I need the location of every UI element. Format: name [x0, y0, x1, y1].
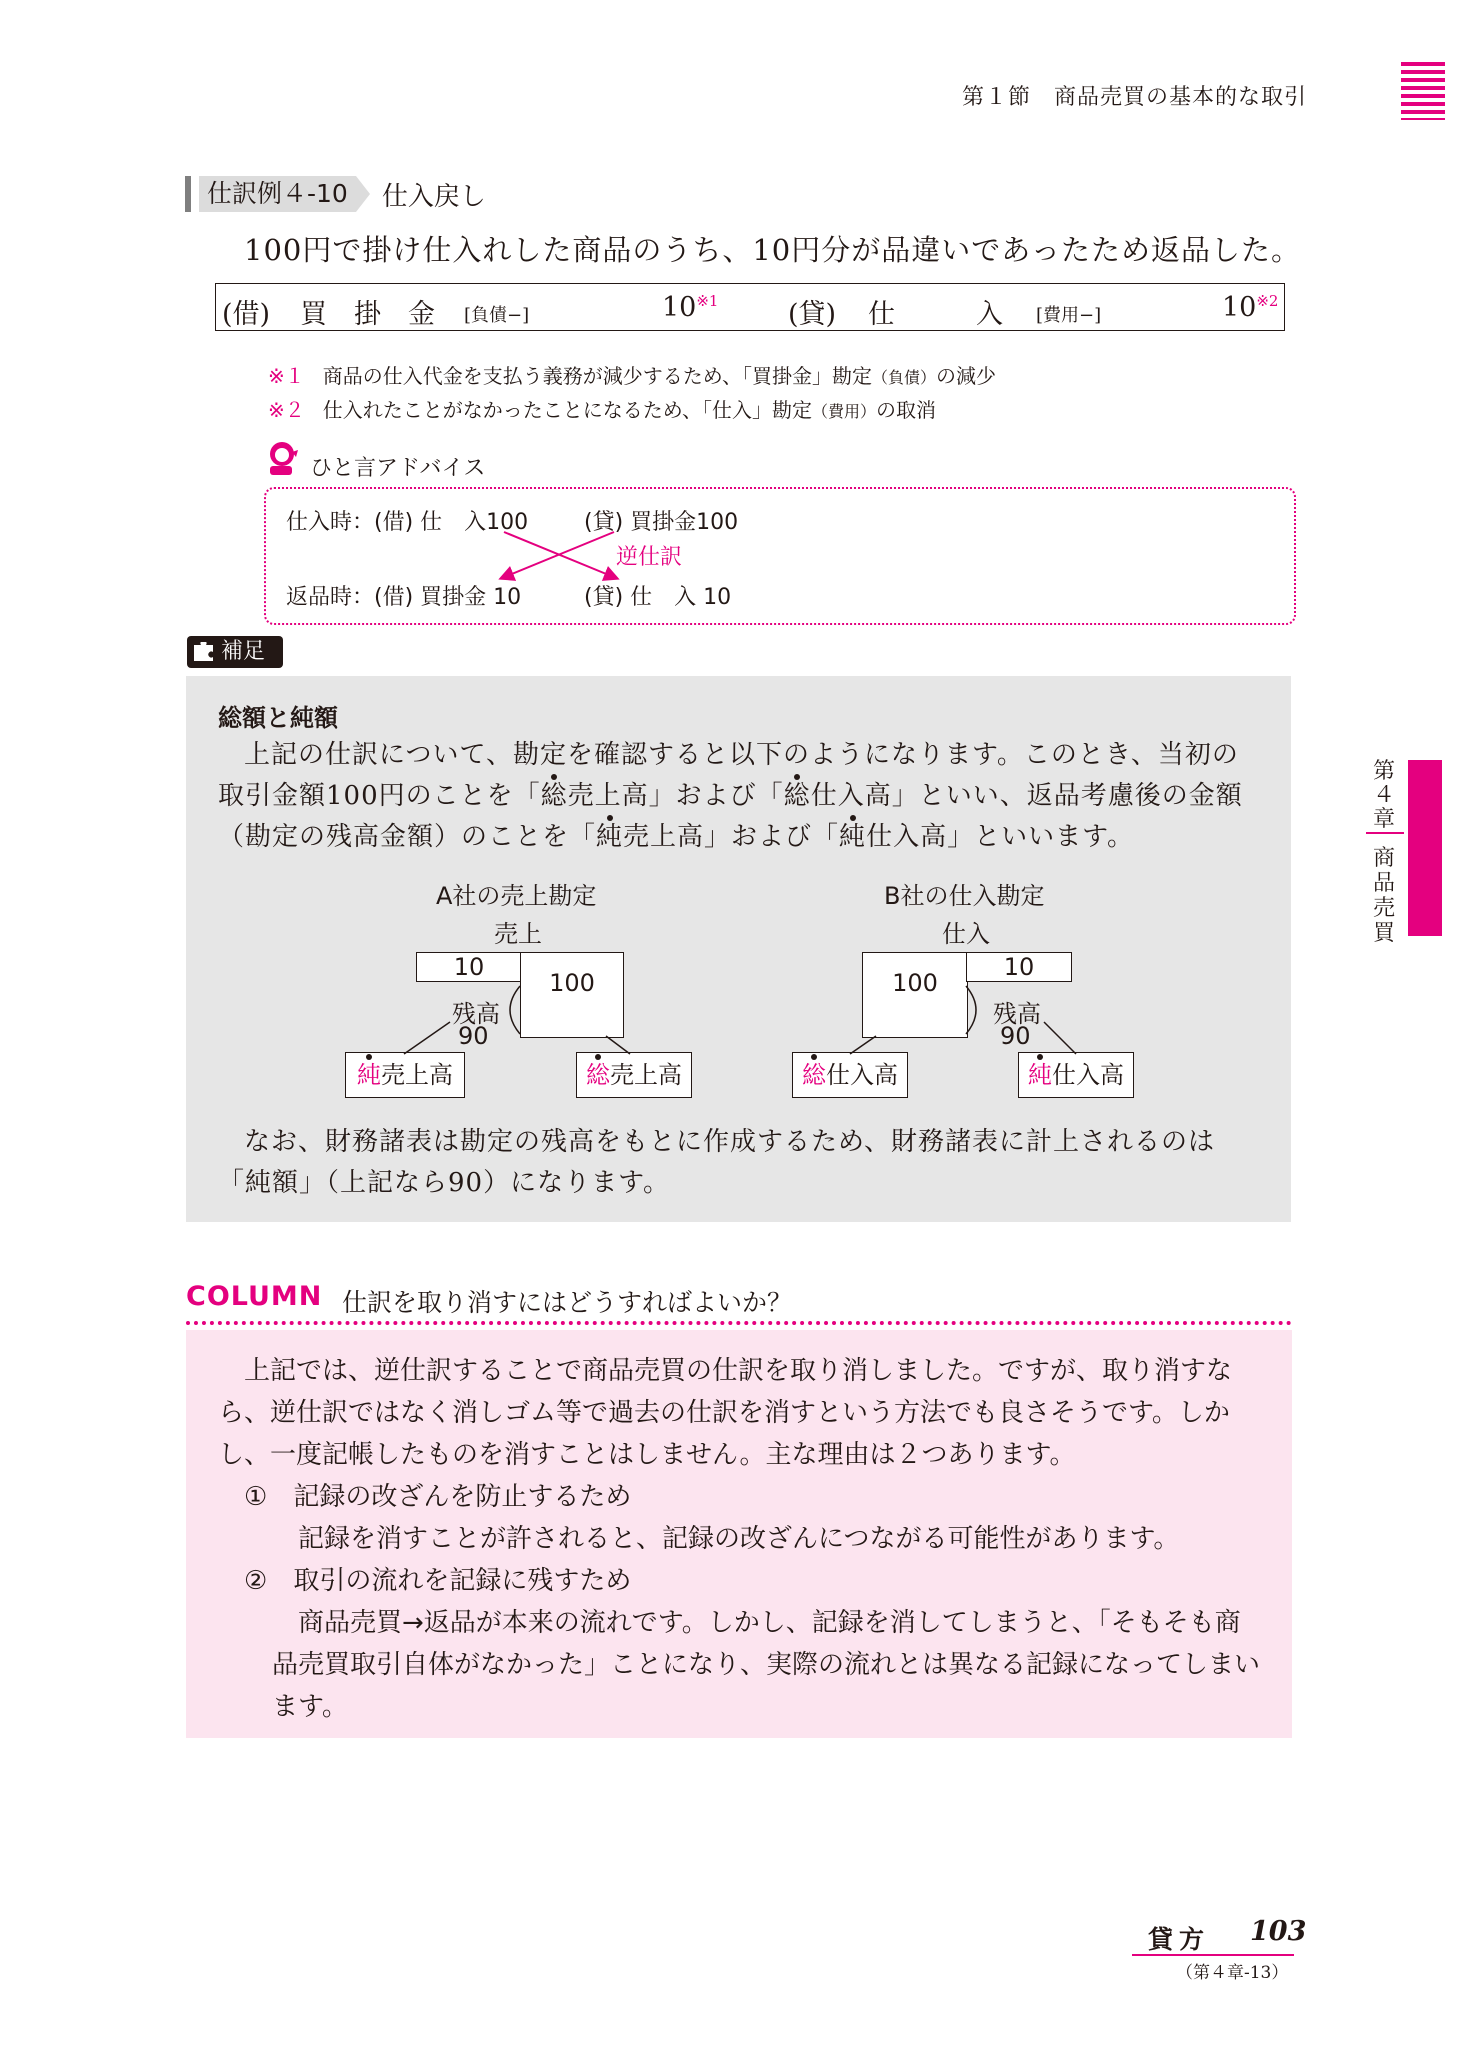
- chapter-tab: [1408, 760, 1442, 936]
- credit-tag: [費用−]: [1036, 305, 1102, 326]
- column-item-2-body: 商品売買→返品が本来の流れです。しかし、記録を消してしまうと、「そもそも商品売買取引自体がなかった」ことになり、実際の流れとは異なる記録になってしまいます。: [272, 1608, 1261, 1722]
- diagram-a-account: 売上: [494, 920, 542, 948]
- debit-account: 買 掛 金: [300, 299, 435, 330]
- example-title: 仕入戻し: [381, 181, 486, 212]
- note-2-mark: ※２: [268, 398, 305, 422]
- item-1-mark: ①: [244, 1482, 268, 1512]
- item-2-title: 取引の流れを記録に残すため: [293, 1566, 632, 1596]
- diagram-b-account: 仕入: [942, 920, 990, 948]
- chapter-section-name: 商品売買: [1372, 846, 1395, 946]
- diagram-a-total-box: 100: [520, 952, 624, 1038]
- page-number: 103: [1250, 1916, 1307, 1947]
- credit-note-mark: ※2: [1256, 292, 1279, 310]
- supplement-heading: 総額と純額: [218, 704, 338, 732]
- column-paragraph: 上記では、逆仕訳することで商品売買の仕訳を取り消しました。ですが、取り消すなら、逆仕訳ではなく消しゴム等で過去の仕訳を消すという方法でも良さそうです。しかし、一度記帳したものを消すことはしません。主な理由は２つあります。: [218, 1356, 1233, 1470]
- diagram-b-gross-purchases-box: 総仕入高: [792, 1052, 908, 1098]
- column-label: COLUMN: [186, 1281, 323, 1312]
- supplement-paragraph-2: なお、財務諸表は勘定の残高をもとに作成するため、財務諸表に計上されるのは「純額」（上記なら90）になります。: [218, 1127, 1215, 1198]
- column-title: 仕訳を取り消すにはどうすればよいか？: [342, 1288, 793, 1317]
- diagram-a-return-box: 10: [416, 952, 522, 982]
- page-chapter-ref: （第４章-13）: [1176, 1963, 1289, 1983]
- debit-tag: [負債−]: [464, 305, 530, 326]
- section-header: 第１節 商品売買の基本的な取引: [961, 85, 1307, 110]
- diagram-b-balance-label: 残高: [993, 1000, 1041, 1028]
- advice-line1-right: (貸) 買掛金100: [584, 510, 739, 535]
- example-label: 仕訳例４-10: [199, 176, 356, 212]
- diagram-a-balance-label: 残高: [452, 1000, 500, 1028]
- diagram-a-net-sales-box: 純売上高: [345, 1052, 465, 1098]
- diagram-b-total-box: 100: [862, 952, 968, 1038]
- debit-note-mark: ※1: [696, 292, 719, 310]
- item-1-title: 記録の改ざんを防止するため: [293, 1482, 632, 1512]
- note-2: ※２ 仕入れたことがなかったことになるため、「仕入」勘定（費用）の取消: [268, 398, 936, 422]
- supplement-tag-label: 補足: [221, 639, 266, 664]
- diagram-a-balance-value: 90: [458, 1022, 489, 1050]
- diagram-b-net-purchases-box: 純仕入高: [1018, 1052, 1134, 1098]
- advice-title: ひと言アドバイス: [310, 456, 486, 481]
- advice-line2-left: 返品時：(借) 買掛金 10: [286, 585, 522, 610]
- credit-amount: 10: [1222, 292, 1257, 323]
- diagram-b-return-box: 10: [966, 952, 1072, 982]
- diagram-b-title: B社の仕入勘定: [884, 882, 1045, 910]
- item-2-mark: ②: [244, 1566, 268, 1596]
- credit-mark: (貸): [788, 299, 837, 330]
- problem-statement: 100円で掛け仕入れした商品のうち、10円分が品違いであったため返品した。: [244, 233, 1301, 267]
- footer-rule: [1132, 1954, 1294, 1956]
- column-item-2: [244, 1560, 1244, 1602]
- diagram-b-balance-value: 90: [1000, 1022, 1031, 1050]
- chapter-marker-rule: [1366, 832, 1404, 834]
- note-1-mark: ※１: [268, 364, 305, 388]
- diagram-a-title: A社の売上勘定: [436, 882, 597, 910]
- note-1: ※１ 商品の仕入代金を支払う義務が減少するため、「買掛金」勘定（負債）の減少: [268, 364, 996, 388]
- footer-label: 貸方: [1148, 1925, 1211, 1954]
- advice-line1-left: 仕入時：(借) 仕 入100: [286, 510, 529, 535]
- chapter-marker: 第４章: [1372, 759, 1395, 832]
- credit-account: 仕 入: [868, 299, 1003, 330]
- reverse-entry-label: 逆仕訳: [616, 545, 683, 570]
- column-divider: [186, 1321, 1292, 1325]
- supplement-paragraph-1: 上記の仕訳について、勘定を確認すると以下のようになります。このとき、当初の取引金額100円のことを「総売上高」および「総仕入高」といい、返品考慮後の金額（勘定の残高金額）のことを「純売上高」および「純仕入高」といいます。: [218, 740, 1243, 852]
- debit-amount: 10: [662, 292, 697, 323]
- debit-mark: (借): [222, 299, 271, 330]
- advice-line2-right: (貸) 仕 入 10: [584, 585, 732, 610]
- column-item-1: [244, 1476, 1244, 1518]
- diagram-a-gross-sales-box: 総売上高: [576, 1052, 692, 1098]
- column-item-1-body: 記録を消すことが許されると、記録の改ざんにつながる可能性があります。: [298, 1524, 1180, 1554]
